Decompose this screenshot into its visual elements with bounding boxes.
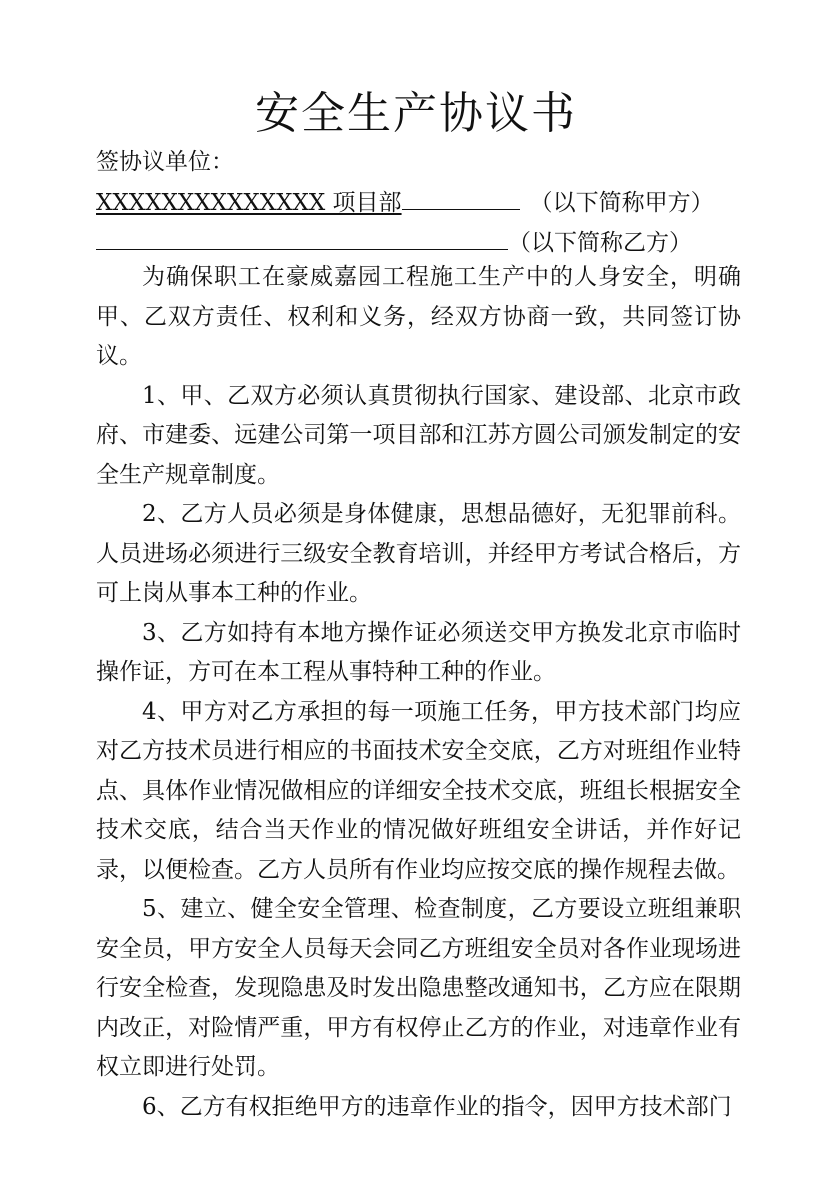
paragraph-clause-5: 5、建立、健全安全管理、检查制度，乙方要设立班组兼职安全员，甲方安全人员每天会同乙方班组安全员对各作业现场进行安全检查，发现隐患及时发出隐患整改通知书，乙方应在限期内改正，对险情严重，甲方有权停止乙方的作业，对违章作业有权立即进行处罚。	[96, 896, 741, 1080]
party-b-abbreviation: （以下简称乙方）	[508, 230, 692, 256]
paragraph-clause-2: 2、乙方人员必须是身体健康，思想品德好，无犯罪前科。人员进场必须进行三级安全教育培训，并经甲方考试合格后，方可上岗从事本工种的作业。	[96, 501, 741, 606]
paragraph-clause-4: 4、甲方对乙方承担的每一项施工任务，甲方技术部门均应对乙方技术员进行相应的书面技术安全交底，乙方对班组作业特点、具体作业情况做相应的详细安全技术交底，班组长根据安全技术交底，结合当天作业的情况做好班组安全讲话，并作好记录，以便检查。乙方人员所有作业均应按交底的操作规程去做。	[96, 698, 741, 883]
paragraph-intro: 为确保职工在豪威嘉园工程施工生产中的人身安全，明确甲、乙双方责任、权利和义务，经双方协商一致，共同签订协议。	[96, 264, 741, 369]
document-title: 安全生产协议书	[255, 88, 577, 139]
paragraph-clause-1: 1、甲、乙双方必须认真贯彻执行国家、建设部、北京市政府、市建委、远建公司第一项目部和江苏方圆公司颁发制定的安全生产规章制度。	[96, 382, 741, 488]
party-b-blank-underline	[96, 223, 508, 250]
party-a-name: XXXXXXXXXXXXXX 项目部	[96, 190, 402, 216]
signatory-label: 签协议单位：	[96, 149, 234, 175]
party-a-blank-underline	[402, 183, 520, 210]
agreement-body	[96, 258, 741, 1127]
paragraph-clause-6: 6、乙方有权拒绝甲方的违章作业的指令，因甲方技术部门	[142, 1093, 732, 1120]
party-a-abbreviation: （以下简称甲方）	[529, 190, 714, 216]
party-b-line	[96, 223, 692, 261]
party-a-line	[96, 183, 714, 221]
paragraph-clause-3: 3、乙方如持有本地方操作证必须送交甲方换发北京市临时操作证，方可在本工程从事特种工种的作业。	[96, 619, 741, 685]
